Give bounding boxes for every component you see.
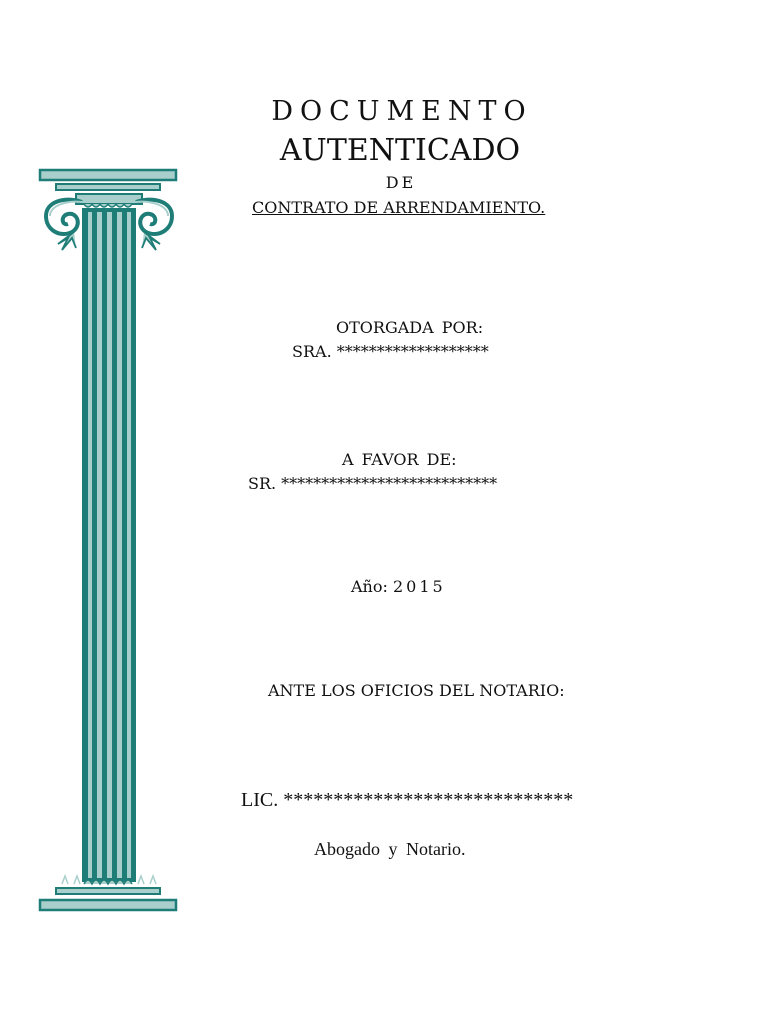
- year-value: 2015: [392, 577, 446, 596]
- granted-by-name: SRA. *******************: [292, 342, 489, 361]
- document-title-line-2: AUTENTICADO: [279, 133, 521, 168]
- ionic-column-icon: [38, 168, 180, 914]
- in-favor-label: A FAVOR DE:: [342, 450, 457, 469]
- year-label: Año:: [351, 577, 388, 596]
- contract-type-heading: CONTRATO DE ARRENDAMIENTO.: [252, 198, 546, 217]
- granted-by-label: OTORGADA POR:: [336, 318, 484, 337]
- notary-name: LIC. *****************************: [241, 789, 574, 811]
- in-favor-name: SR. ***************************: [248, 474, 498, 493]
- title-connector: DE: [385, 173, 417, 192]
- document-title-line-1: DOCUMENTO: [271, 96, 533, 127]
- notary-label: ANTE LOS OFICIOS DEL NOTARIO:: [268, 681, 565, 700]
- year-line: [351, 579, 446, 595]
- notary-title: Abogado y Notario.: [314, 839, 466, 859]
